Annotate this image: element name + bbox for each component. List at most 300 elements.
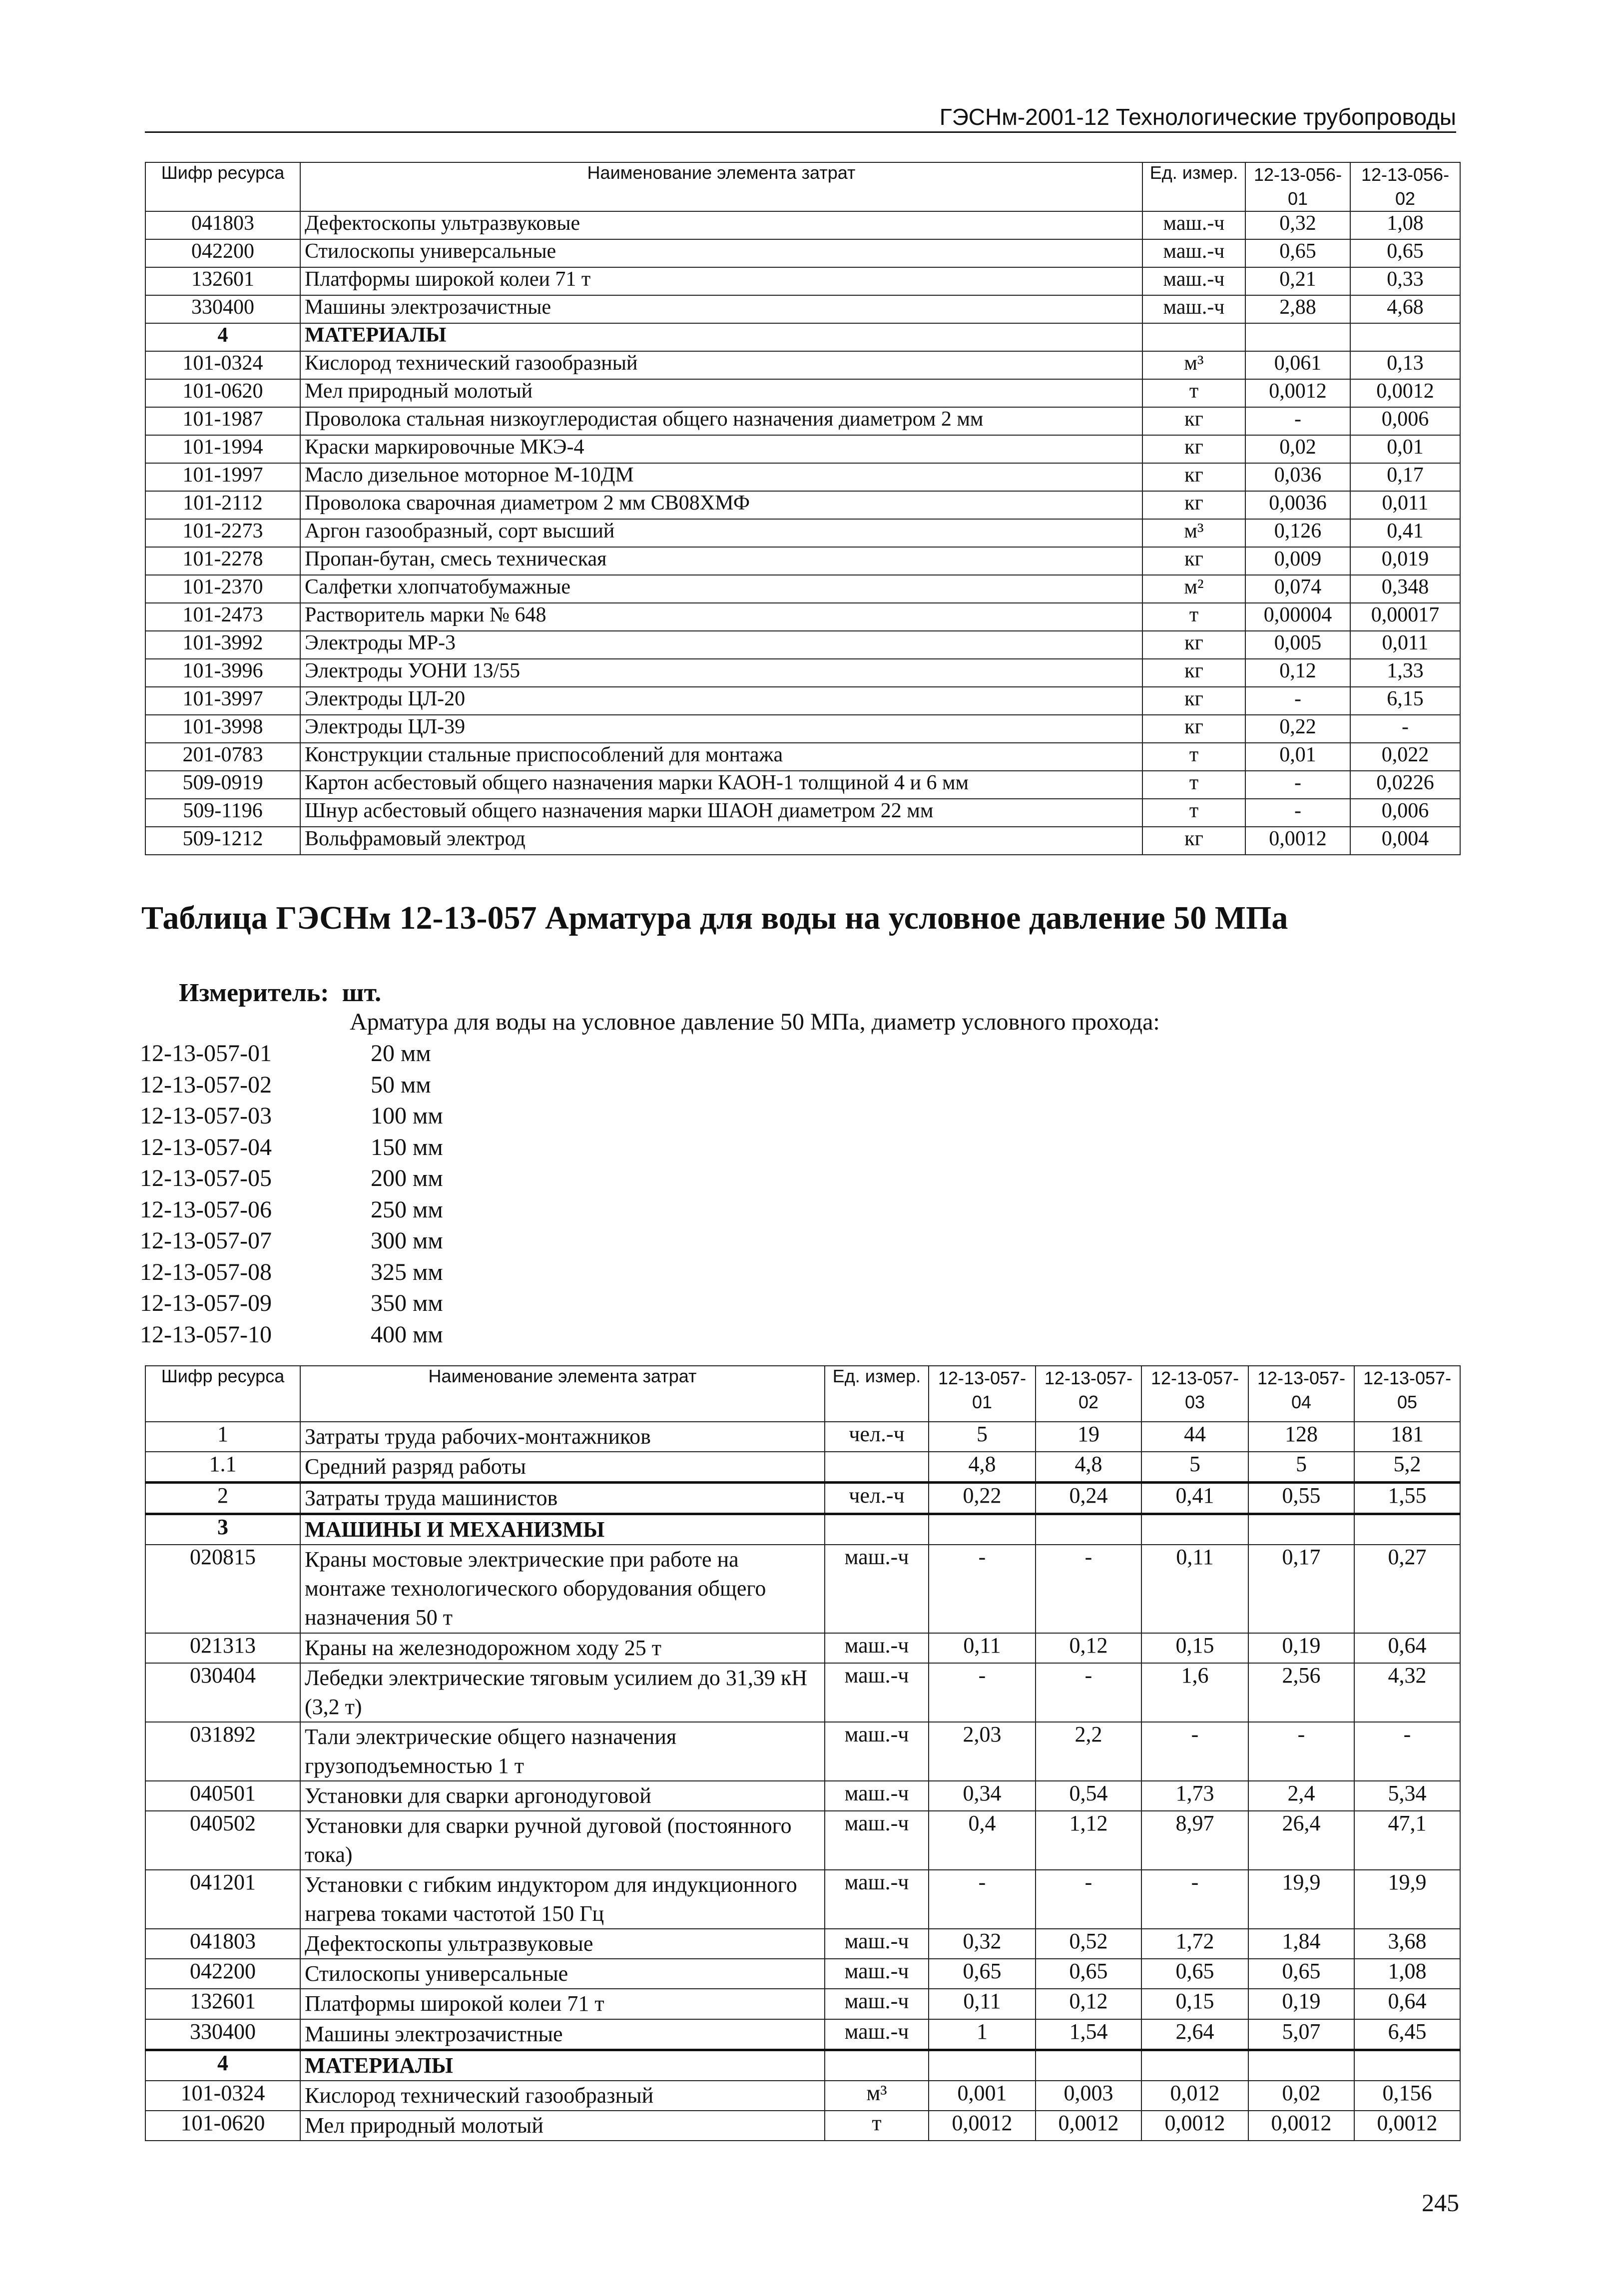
cell-name: МАТЕРИАЛЫ [300, 323, 1142, 351]
header-col-057-04: 12-13-057-04 [1248, 1366, 1354, 1422]
table-057-title: Таблица ГЭСНм 12-13-057 Арматура для воды на условное давление 50 МПа [141, 900, 1288, 936]
cell-code: 3 [145, 1514, 300, 1545]
table-row [145, 1483, 1460, 1514]
cell-name: Пропан-бутан, смесь техническая [300, 547, 1142, 575]
table-row [145, 827, 1460, 855]
cell-value: 6,15 [1350, 687, 1460, 715]
cell-value: 0,00004 [1245, 603, 1350, 631]
cell-value: 0,65 [929, 1959, 1036, 1989]
cell-value: 1,6 [1141, 1663, 1248, 1722]
cell-value: 26,4 [1248, 1811, 1354, 1870]
cell-value: 0,64 [1354, 1633, 1460, 1663]
cell-value: 0,011 [1350, 631, 1460, 659]
cell-value [1141, 2050, 1248, 2081]
list-item [140, 1070, 443, 1101]
table-row [145, 1781, 1460, 1811]
cell-name: Аргон газообразный, сорт высший [300, 519, 1142, 547]
cell-unit: кг [1142, 463, 1245, 491]
cell-name: Установки с гибким индуктором для индукционного нагрева токами частотой 150 Гц [300, 1870, 825, 1929]
table-row [145, 1870, 1460, 1929]
cell-code: 1 [145, 1422, 300, 1452]
cell-value: 19 [1036, 1422, 1141, 1452]
cell-value: 0,12 [1036, 1633, 1141, 1663]
cell-value: 19,9 [1248, 1870, 1354, 1929]
cell-value: 2,64 [1141, 2019, 1248, 2050]
cell-value: 0,12 [1036, 1989, 1141, 2019]
cell-code: 101-3992 [145, 631, 300, 659]
cell-value: - [1245, 799, 1350, 827]
cell-value: 0,004 [1350, 827, 1460, 855]
cell-name: Стилоскопы универсальные [300, 239, 1142, 267]
cell-code: 101-3997 [145, 687, 300, 715]
cell-name: Вольфрамовый электрод [300, 827, 1142, 855]
cell-value: 1,73 [1141, 1781, 1248, 1811]
cell-name: Проволока сварочная диаметром 2 мм СВ08ХМФ [300, 491, 1142, 519]
item-diameter: 100 мм [371, 1103, 443, 1129]
cell-code: 101-2278 [145, 547, 300, 575]
cell-value: 0,0012 [1354, 2111, 1460, 2141]
cell-code: 040501 [145, 1781, 300, 1811]
cell-code: 1.1 [145, 1452, 300, 1483]
cell-code: 101-2370 [145, 575, 300, 603]
cell-code: 4 [145, 323, 300, 351]
cell-value: 0,0036 [1245, 491, 1350, 519]
table-row [145, 519, 1460, 547]
cell-value: 4,68 [1350, 295, 1460, 323]
cell-value: 0,32 [929, 1929, 1036, 1959]
cell-unit: маш.-ч [825, 1633, 929, 1663]
cell-name: МАТЕРИАЛЫ [300, 2050, 825, 2081]
cell-value [1036, 1514, 1141, 1545]
table-row [145, 1663, 1460, 1722]
cell-name: Платформы широкой колеи 71 т [300, 1989, 825, 2019]
cell-value: 4,8 [929, 1452, 1036, 1483]
cell-code: 041803 [145, 211, 300, 239]
cell-value: 0,126 [1245, 519, 1350, 547]
list-item [140, 1163, 443, 1194]
table-row [145, 211, 1460, 239]
cell-value: 0,21 [1245, 267, 1350, 295]
table-row [145, 715, 1460, 743]
table-row [145, 743, 1460, 771]
cell-unit: т [825, 2111, 929, 2141]
cell-value: 0,0012 [1245, 379, 1350, 407]
cell-unit: кг [1142, 491, 1245, 519]
item-diameter: 400 мм [371, 1321, 443, 1348]
cell-code: 101-1987 [145, 407, 300, 435]
cell-unit: маш.-ч [1142, 295, 1245, 323]
cell-unit: маш.-ч [825, 2019, 929, 2050]
cell-value: 0,65 [1248, 1959, 1354, 1989]
cell-value: 0,22 [1245, 715, 1350, 743]
cell-value: - [929, 1663, 1036, 1722]
table-row [145, 379, 1460, 407]
cell-value: 0,156 [1354, 2081, 1460, 2111]
cell-value: 0,4 [929, 1811, 1036, 1870]
cell-value: 5 [929, 1422, 1036, 1452]
cell-value: 0,006 [1350, 407, 1460, 435]
cell-value: 5,34 [1354, 1781, 1460, 1811]
cell-name: Установки для сварки ручной дуговой (постоянного тока) [300, 1811, 825, 1870]
cell-unit: м³ [1142, 351, 1245, 379]
cell-unit: м³ [825, 2081, 929, 2111]
cell-value: - [1036, 1663, 1141, 1722]
cell-unit: кг [1142, 827, 1245, 855]
cell-name: Дефектоскопы ультразвуковые [300, 211, 1142, 239]
cell-value: 0,19 [1248, 1633, 1354, 1663]
cell-value: 0,022 [1350, 743, 1460, 771]
item-code: 12-13-057-07 [140, 1227, 272, 1254]
cell-value: 0,0012 [1141, 2111, 1248, 2141]
item-code: 12-13-057-02 [140, 1071, 272, 1098]
code-list [140, 1038, 443, 1350]
header-col-056-01: 12-13-056-01 [1245, 162, 1350, 211]
list-item [140, 1257, 443, 1288]
list-item [140, 1038, 443, 1070]
header-col-057-03: 12-13-057-03 [1141, 1366, 1248, 1422]
table-row [145, 547, 1460, 575]
cell-value [1350, 323, 1460, 351]
cell-value: 0,15 [1141, 1989, 1248, 2019]
table-row [145, 323, 1460, 351]
cell-value: 1 [929, 2019, 1036, 2050]
cell-value: 8,97 [1141, 1811, 1248, 1870]
cell-value: 0,0012 [1248, 2111, 1354, 2141]
table-row [145, 2081, 1460, 2111]
cell-name: Стилоскопы универсальные [300, 1959, 825, 1989]
cell-value: 5 [1248, 1452, 1354, 1483]
cell-value: - [1354, 1722, 1460, 1781]
cell-code: 101-0620 [145, 2111, 300, 2141]
cell-value: 2,56 [1248, 1663, 1354, 1722]
cell-code: 509-1196 [145, 799, 300, 827]
cell-value: 19,9 [1354, 1870, 1460, 1929]
cell-value: - [1245, 771, 1350, 799]
table-row [145, 771, 1460, 799]
table-row [145, 1959, 1460, 1989]
table-row [145, 1422, 1460, 1452]
cell-unit: маш.-ч [825, 1781, 929, 1811]
cell-value: 0,33 [1350, 267, 1460, 295]
cell-name: Лебедки электрические тяговым усилием до 31,39 кН (3,2 т) [300, 1663, 825, 1722]
cell-unit [825, 2050, 929, 2081]
cell-value: 0,006 [1350, 799, 1460, 827]
table-row [145, 631, 1460, 659]
cell-value: 0,001 [929, 2081, 1036, 2111]
cell-value: - [1036, 1545, 1141, 1633]
cell-code: 041201 [145, 1870, 300, 1929]
cell-value: 0,0012 [1245, 827, 1350, 855]
cell-name: Растворитель марки № 648 [300, 603, 1142, 631]
cell-value [1036, 2050, 1141, 2081]
cell-value: 0,009 [1245, 547, 1350, 575]
cell-value: 0,65 [1141, 1959, 1248, 1989]
cell-code: 132601 [145, 1989, 300, 2019]
cell-code: 042200 [145, 239, 300, 267]
cell-unit: кг [1142, 407, 1245, 435]
cell-name: Шнур асбестовый общего назначения марки ШАОН диаметром 22 мм [300, 799, 1142, 827]
cell-value: 0,65 [1350, 239, 1460, 267]
cell-value: 1,55 [1354, 1483, 1460, 1514]
cell-name: Машины электрозачистные [300, 295, 1142, 323]
cell-value: 0,22 [929, 1483, 1036, 1514]
list-item [140, 1132, 443, 1163]
cell-value: 0,348 [1350, 575, 1460, 603]
cell-code: 031892 [145, 1722, 300, 1781]
cell-name: Масло дизельное моторное М-10ДМ [300, 463, 1142, 491]
table-row [145, 491, 1460, 519]
cell-name: Мел природный молотый [300, 2111, 825, 2141]
table-row [145, 2019, 1460, 2050]
table-row [145, 1929, 1460, 1959]
resource-table-056 [145, 162, 1461, 855]
cell-code: 330400 [145, 2019, 300, 2050]
cell-value [1141, 1514, 1248, 1545]
cell-value [929, 1514, 1036, 1545]
cell-value: - [1248, 1722, 1354, 1781]
item-diameter: 350 мм [371, 1290, 443, 1316]
cell-unit [825, 1452, 929, 1483]
cell-value: 4,32 [1354, 1663, 1460, 1722]
cell-code: 101-1994 [145, 435, 300, 463]
cell-unit: маш.-ч [825, 1545, 929, 1633]
cell-value: 0,0012 [1350, 379, 1460, 407]
table-row [145, 1989, 1460, 2019]
table-row [145, 351, 1460, 379]
cell-name: Затраты труда рабочих-монтажников [300, 1422, 825, 1452]
cell-code: 101-3996 [145, 659, 300, 687]
cell-value: 1,12 [1036, 1811, 1141, 1870]
item-code: 12-13-057-06 [140, 1196, 272, 1223]
cell-value: 0,01 [1350, 435, 1460, 463]
cell-code: 101-0324 [145, 351, 300, 379]
resource-table-057 [145, 1365, 1461, 2141]
cell-value: 128 [1248, 1422, 1354, 1452]
cell-value: 0,65 [1245, 239, 1350, 267]
cell-unit: чел.-ч [825, 1422, 929, 1452]
cell-value: - [929, 1870, 1036, 1929]
cell-value: 0,011 [1350, 491, 1460, 519]
cell-value: 0,012 [1141, 2081, 1248, 2111]
cell-name: Машины электрозачистные [300, 2019, 825, 2050]
cell-value: 1,33 [1350, 659, 1460, 687]
cell-value: 0,17 [1248, 1545, 1354, 1633]
item-diameter: 325 мм [371, 1258, 443, 1285]
cell-value: 6,45 [1354, 2019, 1460, 2050]
cell-unit: кг [1142, 687, 1245, 715]
table-row [145, 687, 1460, 715]
cell-name: Электроды МР-3 [300, 631, 1142, 659]
cell-code: 101-3998 [145, 715, 300, 743]
cell-value: - [929, 1545, 1036, 1633]
list-item [140, 1194, 443, 1226]
cell-value: 44 [1141, 1422, 1248, 1452]
cell-name: Краны на железнодорожном ходу 25 т [300, 1633, 825, 1663]
cell-name: МАШИНЫ И МЕХАНИЗМЫ [300, 1514, 825, 1545]
cell-value: 0,15 [1141, 1633, 1248, 1663]
cell-value: 0,19 [1248, 1989, 1354, 2019]
cell-code: 041803 [145, 1929, 300, 1959]
cell-unit: маш.-ч [825, 1959, 929, 1989]
cell-value: 2,03 [929, 1722, 1036, 1781]
cell-unit: кг [1142, 659, 1245, 687]
cell-code: 509-1212 [145, 827, 300, 855]
cell-unit: маш.-ч [825, 1870, 929, 1929]
cell-unit: кг [1142, 547, 1245, 575]
cell-value: 0,64 [1354, 1989, 1460, 2019]
cell-value: 0,01 [1245, 743, 1350, 771]
page-number: 245 [1422, 2189, 1459, 2217]
cell-name: Электроды УОНИ 13/55 [300, 659, 1142, 687]
item-diameter: 200 мм [371, 1165, 443, 1191]
cell-code: 042200 [145, 1959, 300, 1989]
table-row [145, 799, 1460, 827]
cell-name: Кислород технический газообразный [300, 2081, 825, 2111]
cell-unit: маш.-ч [1142, 211, 1245, 239]
measure-line [179, 978, 381, 1008]
cell-code: 201-0783 [145, 743, 300, 771]
header-code: Шифр ресурса [145, 1366, 300, 1422]
cell-unit: м² [1142, 575, 1245, 603]
table-row [145, 407, 1460, 435]
cell-name: Электроды ЦЛ-20 [300, 687, 1142, 715]
cell-code: 020815 [145, 1545, 300, 1633]
cell-value: 3,68 [1354, 1929, 1460, 1959]
list-item [140, 1225, 443, 1257]
cell-unit: кг [1142, 715, 1245, 743]
cell-value: 0,005 [1245, 631, 1350, 659]
cell-code: 101-0324 [145, 2081, 300, 2111]
cell-value: 0,65 [1036, 1959, 1141, 1989]
cell-value: 0,0226 [1350, 771, 1460, 799]
table-row [145, 575, 1460, 603]
cell-code: 040502 [145, 1811, 300, 1870]
item-code: 12-13-057-09 [140, 1290, 272, 1316]
cell-name: Мел природный молотый [300, 379, 1142, 407]
item-diameter: 50 мм [371, 1071, 431, 1098]
cell-value: 0,019 [1350, 547, 1460, 575]
cell-value: - [1141, 1722, 1248, 1781]
header-col-057-05: 12-13-057-05 [1354, 1366, 1460, 1422]
item-code: 12-13-057-05 [140, 1165, 272, 1191]
cell-value: 0,036 [1245, 463, 1350, 491]
cell-code: 330400 [145, 295, 300, 323]
item-code: 12-13-057-04 [140, 1134, 272, 1160]
cell-value [1354, 2050, 1460, 2081]
cell-value: 0,0012 [1036, 2111, 1141, 2141]
cell-value [929, 2050, 1036, 2081]
cell-unit: чел.-ч [825, 1483, 929, 1514]
cell-value: 2,88 [1245, 295, 1350, 323]
item-diameter: 300 мм [371, 1227, 443, 1254]
cell-code: 101-0620 [145, 379, 300, 407]
cell-name: Тали электрические общего назначения грузоподъемностью 1 т [300, 1722, 825, 1781]
cell-name: Установки для сварки аргонодуговой [300, 1781, 825, 1811]
cell-value: 0,12 [1245, 659, 1350, 687]
cell-unit: т [1142, 799, 1245, 827]
table-row [145, 435, 1460, 463]
cell-value: 0,34 [929, 1781, 1036, 1811]
cell-value: 1,72 [1141, 1929, 1248, 1959]
cell-value: 2,4 [1248, 1781, 1354, 1811]
cell-unit: кг [1142, 435, 1245, 463]
cell-unit: маш.-ч [825, 1663, 929, 1722]
cell-value [1354, 1514, 1460, 1545]
cell-code: 101-2112 [145, 491, 300, 519]
cell-code: 101-1997 [145, 463, 300, 491]
cell-value: 0,13 [1350, 351, 1460, 379]
cell-value: 0,32 [1245, 211, 1350, 239]
cell-value: 0,41 [1141, 1483, 1248, 1514]
cell-value: - [1245, 407, 1350, 435]
cell-unit: маш.-ч [825, 1929, 929, 1959]
item-diameter: 20 мм [371, 1040, 431, 1067]
cell-value [1245, 323, 1350, 351]
table-row [145, 239, 1460, 267]
cell-code: 021313 [145, 1633, 300, 1663]
cell-value: 5 [1141, 1452, 1248, 1483]
cell-name: Салфетки хлопчатобумажные [300, 575, 1142, 603]
cell-unit [825, 1514, 929, 1545]
cell-value: 0,02 [1248, 2081, 1354, 2111]
cell-value: 0,41 [1350, 519, 1460, 547]
table-row [145, 603, 1460, 631]
cell-value: 0,17 [1350, 463, 1460, 491]
cell-value: 0,24 [1036, 1483, 1141, 1514]
cell-value: - [1141, 1870, 1248, 1929]
measure-value: шт. [342, 979, 382, 1007]
header-unit: Ед. измер. [1142, 162, 1245, 211]
cell-code: 030404 [145, 1663, 300, 1722]
header-code: Шифр ресурса [145, 162, 300, 211]
cell-unit: т [1142, 603, 1245, 631]
table-row [145, 463, 1460, 491]
cell-unit: кг [1142, 631, 1245, 659]
cell-unit: т [1142, 743, 1245, 771]
cell-value [1248, 2050, 1354, 2081]
cell-name: Картон асбестовый общего назначения марки КАОН-1 толщиной 4 и 6 мм [300, 771, 1142, 799]
cell-name: Дефектоскопы ультразвуковые [300, 1929, 825, 1959]
header-name: Наименование элемента затрат [300, 162, 1142, 211]
cell-value: 1,84 [1248, 1929, 1354, 1959]
cell-value: 1,08 [1354, 1959, 1460, 1989]
table-row [145, 267, 1460, 295]
cell-unit: м³ [1142, 519, 1245, 547]
cell-value: 4,8 [1036, 1452, 1141, 1483]
cell-value: 1,08 [1350, 211, 1460, 239]
cell-value: 0,00017 [1350, 603, 1460, 631]
list-item [140, 1319, 443, 1351]
cell-name: Средний разряд работы [300, 1452, 825, 1483]
item-diameter: 250 мм [371, 1196, 443, 1223]
cell-unit: маш.-ч [1142, 267, 1245, 295]
cell-value: 2,2 [1036, 1722, 1141, 1781]
table-row [145, 2111, 1460, 2141]
cell-code: 101-2273 [145, 519, 300, 547]
table-row [145, 1545, 1460, 1633]
header-unit: Ед. измер. [825, 1366, 929, 1422]
cell-value: 0,52 [1036, 1929, 1141, 1959]
cell-value: 0,11 [929, 1633, 1036, 1663]
table-row [145, 1633, 1460, 1663]
table-row [145, 1514, 1460, 1545]
cell-name: Краски маркировочные МКЭ-4 [300, 435, 1142, 463]
cell-value: 1,54 [1036, 2019, 1141, 2050]
item-code: 12-13-057-03 [140, 1103, 272, 1129]
item-code: 12-13-057-01 [140, 1040, 272, 1067]
cell-unit: маш.-ч [825, 1722, 929, 1781]
list-item [140, 1101, 443, 1132]
